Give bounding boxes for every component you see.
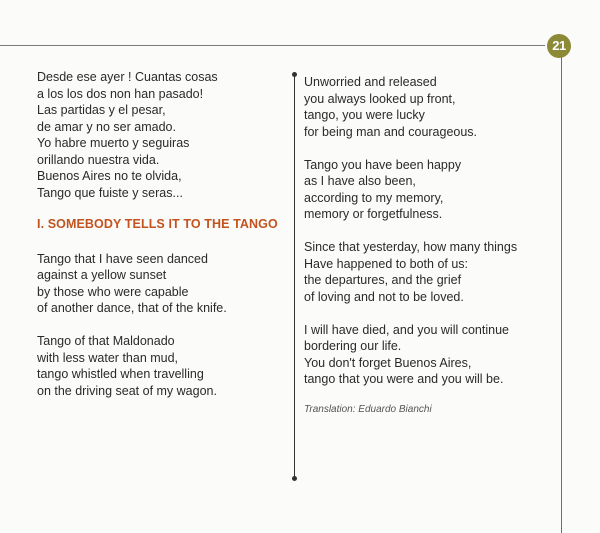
poem-line: Since that yesterday, how many things bbox=[304, 240, 518, 254]
poem-line: Have happened to both of us: bbox=[304, 256, 469, 271]
poem-line: of another dance, that of the knife. bbox=[37, 301, 227, 315]
left-column bbox=[37, 69, 282, 399]
poem-line: for being man and courageous. bbox=[304, 124, 478, 139]
divider-top-dot bbox=[292, 72, 297, 77]
poem-line: tango whistled when travelling bbox=[37, 367, 204, 381]
poem-line: memory or forgetfulness. bbox=[304, 207, 443, 221]
poem-line: Las partidas y el pesar, bbox=[37, 103, 166, 117]
stanza bbox=[37, 333, 282, 399]
stanza bbox=[304, 157, 554, 223]
poem-line: Yo habre muerto y seguiras bbox=[37, 136, 190, 150]
poem-line: Tango of that Maldonado bbox=[37, 334, 175, 348]
poem-line: according to my memory, bbox=[304, 190, 444, 205]
poem-line: Unworried and released bbox=[304, 75, 437, 89]
page-number-badge: 21 bbox=[547, 34, 571, 58]
stanza bbox=[304, 239, 554, 305]
poem-line: orillando nuestra vida. bbox=[37, 152, 160, 167]
poem-line: on the driving seat of my wagon. bbox=[37, 383, 217, 398]
poem-line: the departures, and the grief bbox=[304, 273, 462, 287]
section-heading: I. SOMEBODY TELLS IT TO THE TANGO bbox=[37, 217, 278, 231]
poem-line: as I have also been, bbox=[304, 174, 416, 188]
poem-line: against a yellow sunset bbox=[37, 268, 167, 282]
right-column bbox=[304, 74, 554, 418]
stanza bbox=[37, 251, 282, 317]
poem-line: tango that you were and you will be. bbox=[304, 372, 504, 386]
poem-line: a los los dos non han pasado! bbox=[37, 86, 204, 101]
poem-line: Tango que fuiste y seras... bbox=[37, 185, 183, 200]
poem-line: you always looked up front, bbox=[304, 91, 456, 106]
stanza bbox=[37, 69, 282, 201]
column-divider bbox=[294, 76, 295, 478]
poem-line: I will have died, and you will continue bbox=[304, 322, 509, 337]
translation-credit: Translation: Eduardo Bianchi bbox=[304, 403, 432, 415]
right-margin-rule bbox=[561, 56, 562, 533]
poem-line: of loving and not to be loved. bbox=[304, 289, 464, 304]
poem-line: Tango you have been happy bbox=[304, 157, 462, 172]
poem-line: tango, you were lucky bbox=[304, 108, 425, 122]
poem-line: bordering our life. bbox=[304, 339, 402, 353]
poem-line: with less water than mud, bbox=[37, 350, 179, 365]
poem-line: Buenos Aires no te olvida, bbox=[37, 169, 182, 183]
stanza bbox=[304, 74, 554, 140]
poem-line: Tango that I have seen danced bbox=[37, 251, 208, 266]
poem-line: Desde ese ayer ! Cuantas cosas bbox=[37, 70, 218, 84]
stanza bbox=[304, 322, 554, 388]
top-rule bbox=[0, 45, 545, 46]
poem-line: You don't forget Buenos Aires, bbox=[304, 355, 472, 370]
poem-line: de amar y no ser amado. bbox=[37, 119, 176, 134]
poem-line: by those who were capable bbox=[37, 284, 189, 299]
divider-bottom-dot bbox=[292, 476, 297, 481]
